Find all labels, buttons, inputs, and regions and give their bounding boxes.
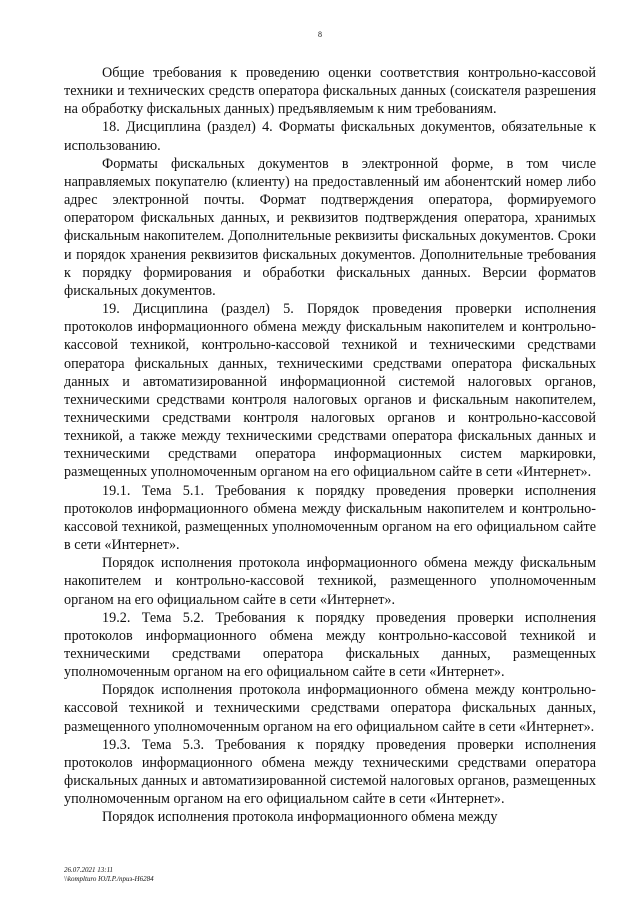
paragraph-procedure-5-1: Порядок исполнения протокола информационного обмена между фискальным накопителем и контрольно-кассовой техникой, размещенного уполномоченным органом на его официальном сайте в сети «Интернет». — [64, 555, 596, 608]
page-number: 8 — [318, 30, 322, 39]
paragraph-procedure-5-3: Порядок исполнения протокола информационного обмена между — [102, 809, 498, 826]
footer-date: 26.07.2021 13:11 — [64, 866, 114, 874]
paragraph-general-requirements: Общие требования к проведению оценки соответствия контрольно-кассовой техники и технических средств оператора фискальных данных (соискателя разрешения на обработку фискальных данных) предъявляемым к ним требованиям. — [64, 65, 596, 118]
document-body — [64, 64, 596, 827]
paragraph-topic-5-2: 19.2. Тема 5.2. Требования к порядку проведения проверки исполнения протоколов информационного обмена между контрольно-кассовой техникой и техническими средствами оператора фискальных данных, размещенных уполномоченным органом на его официальном сайте в сети «Интернет». — [64, 609, 596, 681]
paragraph-discipline-5: 19. Дисциплина (раздел) 5. Порядок проведения проверки исполнения протоколов информационного обмена между фискальным накопителем и контрольно-кассовой техникой, контрольно-кассовой техникой и техническими средствами оператора фискальных данных, техническими средствами оператора фискальных данных и автоматизированной информационной системой налоговых органов, техническими средствами контроля налоговых органов и фискальным накопителем, техническими средствами контроля налоговых органов и контрольно-кассовой техникой, а также между техническими средствами оператора фискальных данных и техническими средствами оператора информационных систем маркировки, размещенных уполномоченным органом на его официальном сайте в сети «Интернет». — [64, 301, 596, 481]
footer-path: \\komplturo ЮЛ.Р./приз-Н6284 — [64, 875, 154, 883]
paragraph-discipline-4: 18. Дисциплина (раздел) 4. Форматы фискальных документов, обязательные к использованию. — [64, 119, 596, 154]
footer-stamp — [64, 866, 154, 884]
paragraph-procedure-5-2: Порядок исполнения протокола информационного обмена между контрольно-кассовой техникой и техническими средствами оператора фискальных данных, размещенного уполномоченным органом на его официальном сайте в сети «Интернет». — [64, 682, 596, 735]
paragraph-topic-5-1: 19.1. Тема 5.1. Требования к порядку проведения проверки исполнения протоколов информационного обмена между фискальным накопителем и контрольно-кассовой техникой, размещенных уполномоченным органом на его официальном сайте в сети «Интернет». — [64, 482, 596, 554]
paragraph-topic-5-3: 19.3. Тема 5.3. Требования к порядку проведения проверки исполнения протоколов информационного обмена между техническими средствами оператора фискальных данных и автоматизированной системой налоговых органов, размещенных уполномоченным органом на его официальном сайте в сети «Интернет». — [64, 736, 596, 808]
paragraph-fiscal-formats: Форматы фискальных документов в электронной форме, в том числе направляемых покупателю (клиенту) на предоставленный им абонентский номер либо адрес электронной почты. Формат подтверждения оператора, формируемого оператором фискальных данных, и реквизитов подтверждения оператора, хранимых фискальным накопителем. Дополнительные реквизиты фискальных документов. Сроки и порядок хранения реквизитов фискальных документов. Дополнительные требования к порядку формирования и обработки фискальных данных. Версии форматов фискальных документов. — [64, 155, 596, 299]
